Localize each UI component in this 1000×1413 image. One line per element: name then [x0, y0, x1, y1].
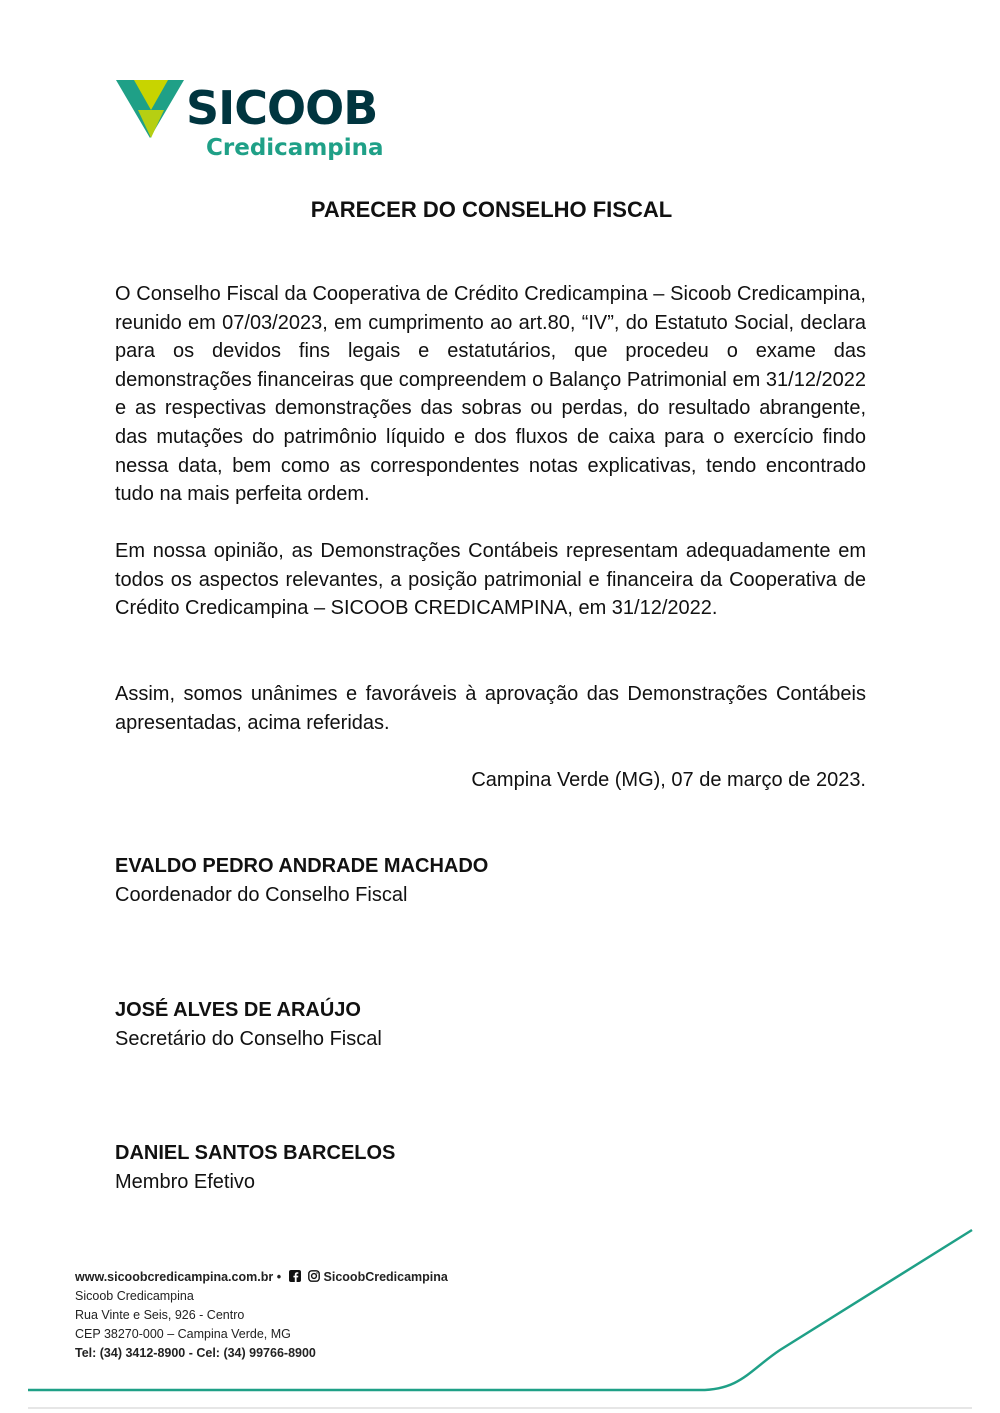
signatory-role: Membro Efetivo: [115, 1170, 256, 1193]
signatory-name: JOSÉ ALVES DE ARAÚJO: [115, 999, 361, 1021]
document-title: PARECER DO CONSELHO FISCAL: [310, 197, 673, 222]
logo-name: SICOOB: [186, 81, 378, 135]
footer-address: Rua Vinte e Seis, 926 - Centro: [75, 1308, 245, 1322]
logo-subtitle: Credicampina: [206, 135, 384, 161]
signatory-role: Secretário do Conselho Fiscal: [115, 1027, 382, 1050]
signatory-1: [115, 852, 488, 909]
paragraph-2: Em nossa opinião, as Demonstrações Contábeis representam adequadamente em todos os aspectos relevantes, a posição patrimonial e financeira da Cooperativa de Crédito Credicampina – SICOOB CREDICAMPINA, em 31/12/2022.: [115, 540, 866, 620]
sicoob-logo: [116, 80, 396, 170]
separator-bullet: •: [276, 1270, 282, 1284]
place-date: Campina Verde (MG), 07 de março de 2023.: [471, 769, 866, 791]
signatory-role: Coordenador do Conselho Fiscal: [115, 883, 408, 906]
footer-decorative-curve: [0, 1220, 1000, 1413]
paragraph-1: O Conselho Fiscal da Cooperativa de Crédito Credicampina – Sicoob Credicampina, reunido em 07/03/2023, em cumprimento ao art.80, “IV”, do Estatuto Social, declara para os devidos fins legais e estatutários, que procedeu o exame das demonstrações financeiras que compreendem o Balanço Patrimonial em 31/12/2022 e as respectivas demonstrações das sobras ou perdas, do resultado abrangente, das mutações do patrimônio líquido e dos fluxos de caixa para o exercício findo nessa data, bem como as correspondentes notas explicativas, tendo encontrado tudo na mais perfeita ordem.: [115, 283, 866, 506]
sicoob-logo-icon: [116, 80, 186, 140]
signatory-name: DANIEL SANTOS BARCELOS: [115, 1142, 396, 1164]
footer-phones: Tel: (34) 3412-8900 - Cel: (34) 99766-8900: [75, 1346, 316, 1360]
footer-org: Sicoob Credicampina: [75, 1289, 194, 1303]
website-link[interactable]: www.sicoobcredicampina.com.br: [75, 1270, 274, 1284]
footer-cep: CEP 38270-000 – Campina Verde, MG: [75, 1327, 291, 1341]
signatory-name: EVALDO PEDRO ANDRADE MACHADO: [115, 855, 489, 877]
social-handle[interactable]: SicoobCredicampina: [323, 1270, 448, 1284]
signatory-3: [115, 1139, 395, 1196]
signatory-2: [115, 996, 382, 1053]
paragraph-3: Assim, somos unânimes e favoráveis à aprovação das Demonstrações Contábeis apresentadas, acima referidas.: [115, 683, 866, 734]
